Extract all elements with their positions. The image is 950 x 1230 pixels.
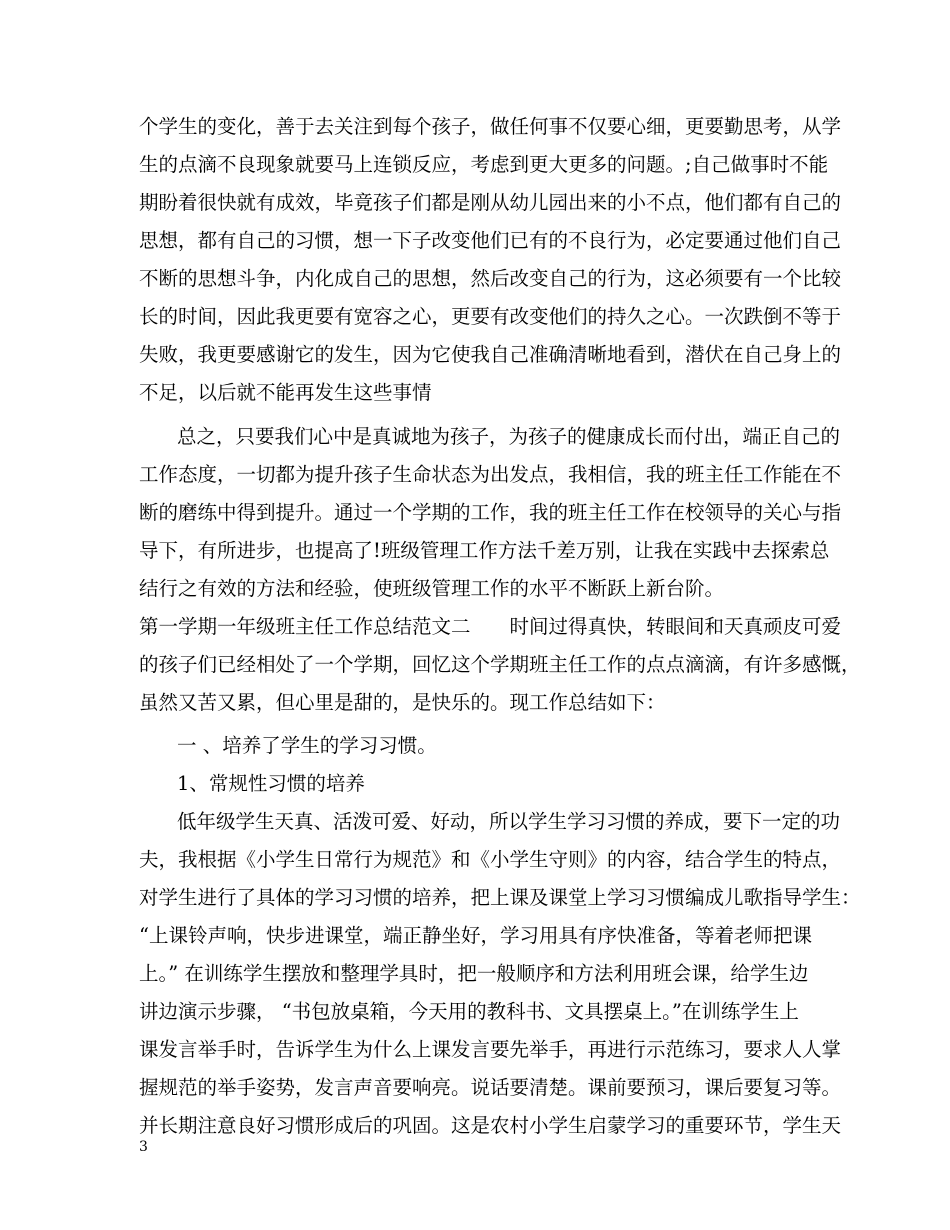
- text-line: 对学生进行了具体的学习习惯的培养，把上课及课堂上学习习惯编成儿歌指导学生：: [139, 886, 861, 909]
- text-line: 断的磨练中得到提升。通过一个学期的工作，我的班主任工作在校领导的关心与指: [139, 501, 842, 524]
- text-line: 低年级学生天真、活泼可爱、好动，所以学生学习习惯的养成，要下一定的功: [177, 810, 841, 833]
- text-line: 一 、培养了学生的学习习惯。: [177, 734, 437, 757]
- text-line: 长的时间，因此我更要有宽容之心，更要有改变他们的持久之心。一次跌倒不等于: [139, 305, 842, 328]
- text-line: 1、常规性习惯的培养: [177, 772, 365, 795]
- text-line: 上。” 在训练学生摆放和整理学具时，把一般顺序和方法利用班会课，给学生边: [139, 962, 809, 985]
- text-line: 个学生的变化，善于去关注到每个孩子，做任何事不仅要心细，更要勤思考，从学: [139, 115, 842, 138]
- text-line: 夫，我根据《小学生日常行为规范》和《小学生守则》的内容，结合学生的特点，: [139, 848, 842, 871]
- text-line: 生的点滴不良现象就要马上连锁反应，考虑到更大更多的问题。;自己做事时不能: [139, 153, 829, 176]
- text-line: 失败，我更要感谢它的发生，因为它使我自己准确清晰地看到，潜伏在自己身上的: [139, 343, 842, 366]
- text-line: “上课铃声响，快步进课堂，端正静坐好，学习用具有序快准备，等着老师把课: [139, 924, 812, 947]
- text-line: 不断的思想斗争，内化成自己的思想，然后改变自己的行为，这必须要有一个比较: [139, 267, 842, 290]
- text-line: 讲边演示步骤， “书包放桌箱，今天用的教科书、文具摆桌上。”在训练学生上: [139, 1000, 799, 1023]
- text-line: 第一学期一年级班主任工作总结范文二 时间过得真快，转眼间和天真顽皮可爱: [139, 615, 842, 638]
- page-number: 3: [139, 1139, 148, 1155]
- text-line: 握规范的举手姿势，发言声音要响亮。说话要清楚。课前要预习，课后要复习等。: [139, 1076, 842, 1099]
- text-line: 导下，有所进步，也提高了!班级管理工作方法千差万别，让我在实践中去探索总: [139, 539, 830, 562]
- text-line: 思想，都有自己的习惯，想一下子改变他们已有的不良行为，必定要通过他们自己: [139, 229, 842, 252]
- text-line: 总之，只要我们心中是真诚地为孩子，为孩子的健康成长而付出，端正自己的: [177, 425, 841, 448]
- text-line: 的孩子们已经相处了一个学期，回忆这个学期班主任工作的点点滴滴，有许多感慨，: [139, 653, 861, 676]
- text-line: 期盼着很快就有成效，毕竟孩子们都是刚从幼儿园出来的小不点，他们都有自己的: [139, 191, 842, 214]
- text-line: 并长期注意良好习惯形成后的巩固。这是农村小学生启蒙学习的重要环节，学生天: [139, 1114, 842, 1137]
- text-line: 课发言举手时，告诉学生为什么上课发言要先举手，再进行示范练习，要求人人掌: [139, 1038, 842, 1061]
- text-line: 结行之有效的方法和经验，使班级管理工作的水平不断跃上新台阶。: [139, 577, 725, 600]
- text-line: 工作态度，一切都为提升孩子生命状态为出发点，我相信，我的班主任工作能在不: [139, 463, 842, 486]
- text-line: 虽然又苦又累，但心里是甜的，是快乐的。现工作总结如下：: [139, 691, 666, 714]
- text-line: 不足，以后就不能再发生这些事情: [139, 381, 432, 404]
